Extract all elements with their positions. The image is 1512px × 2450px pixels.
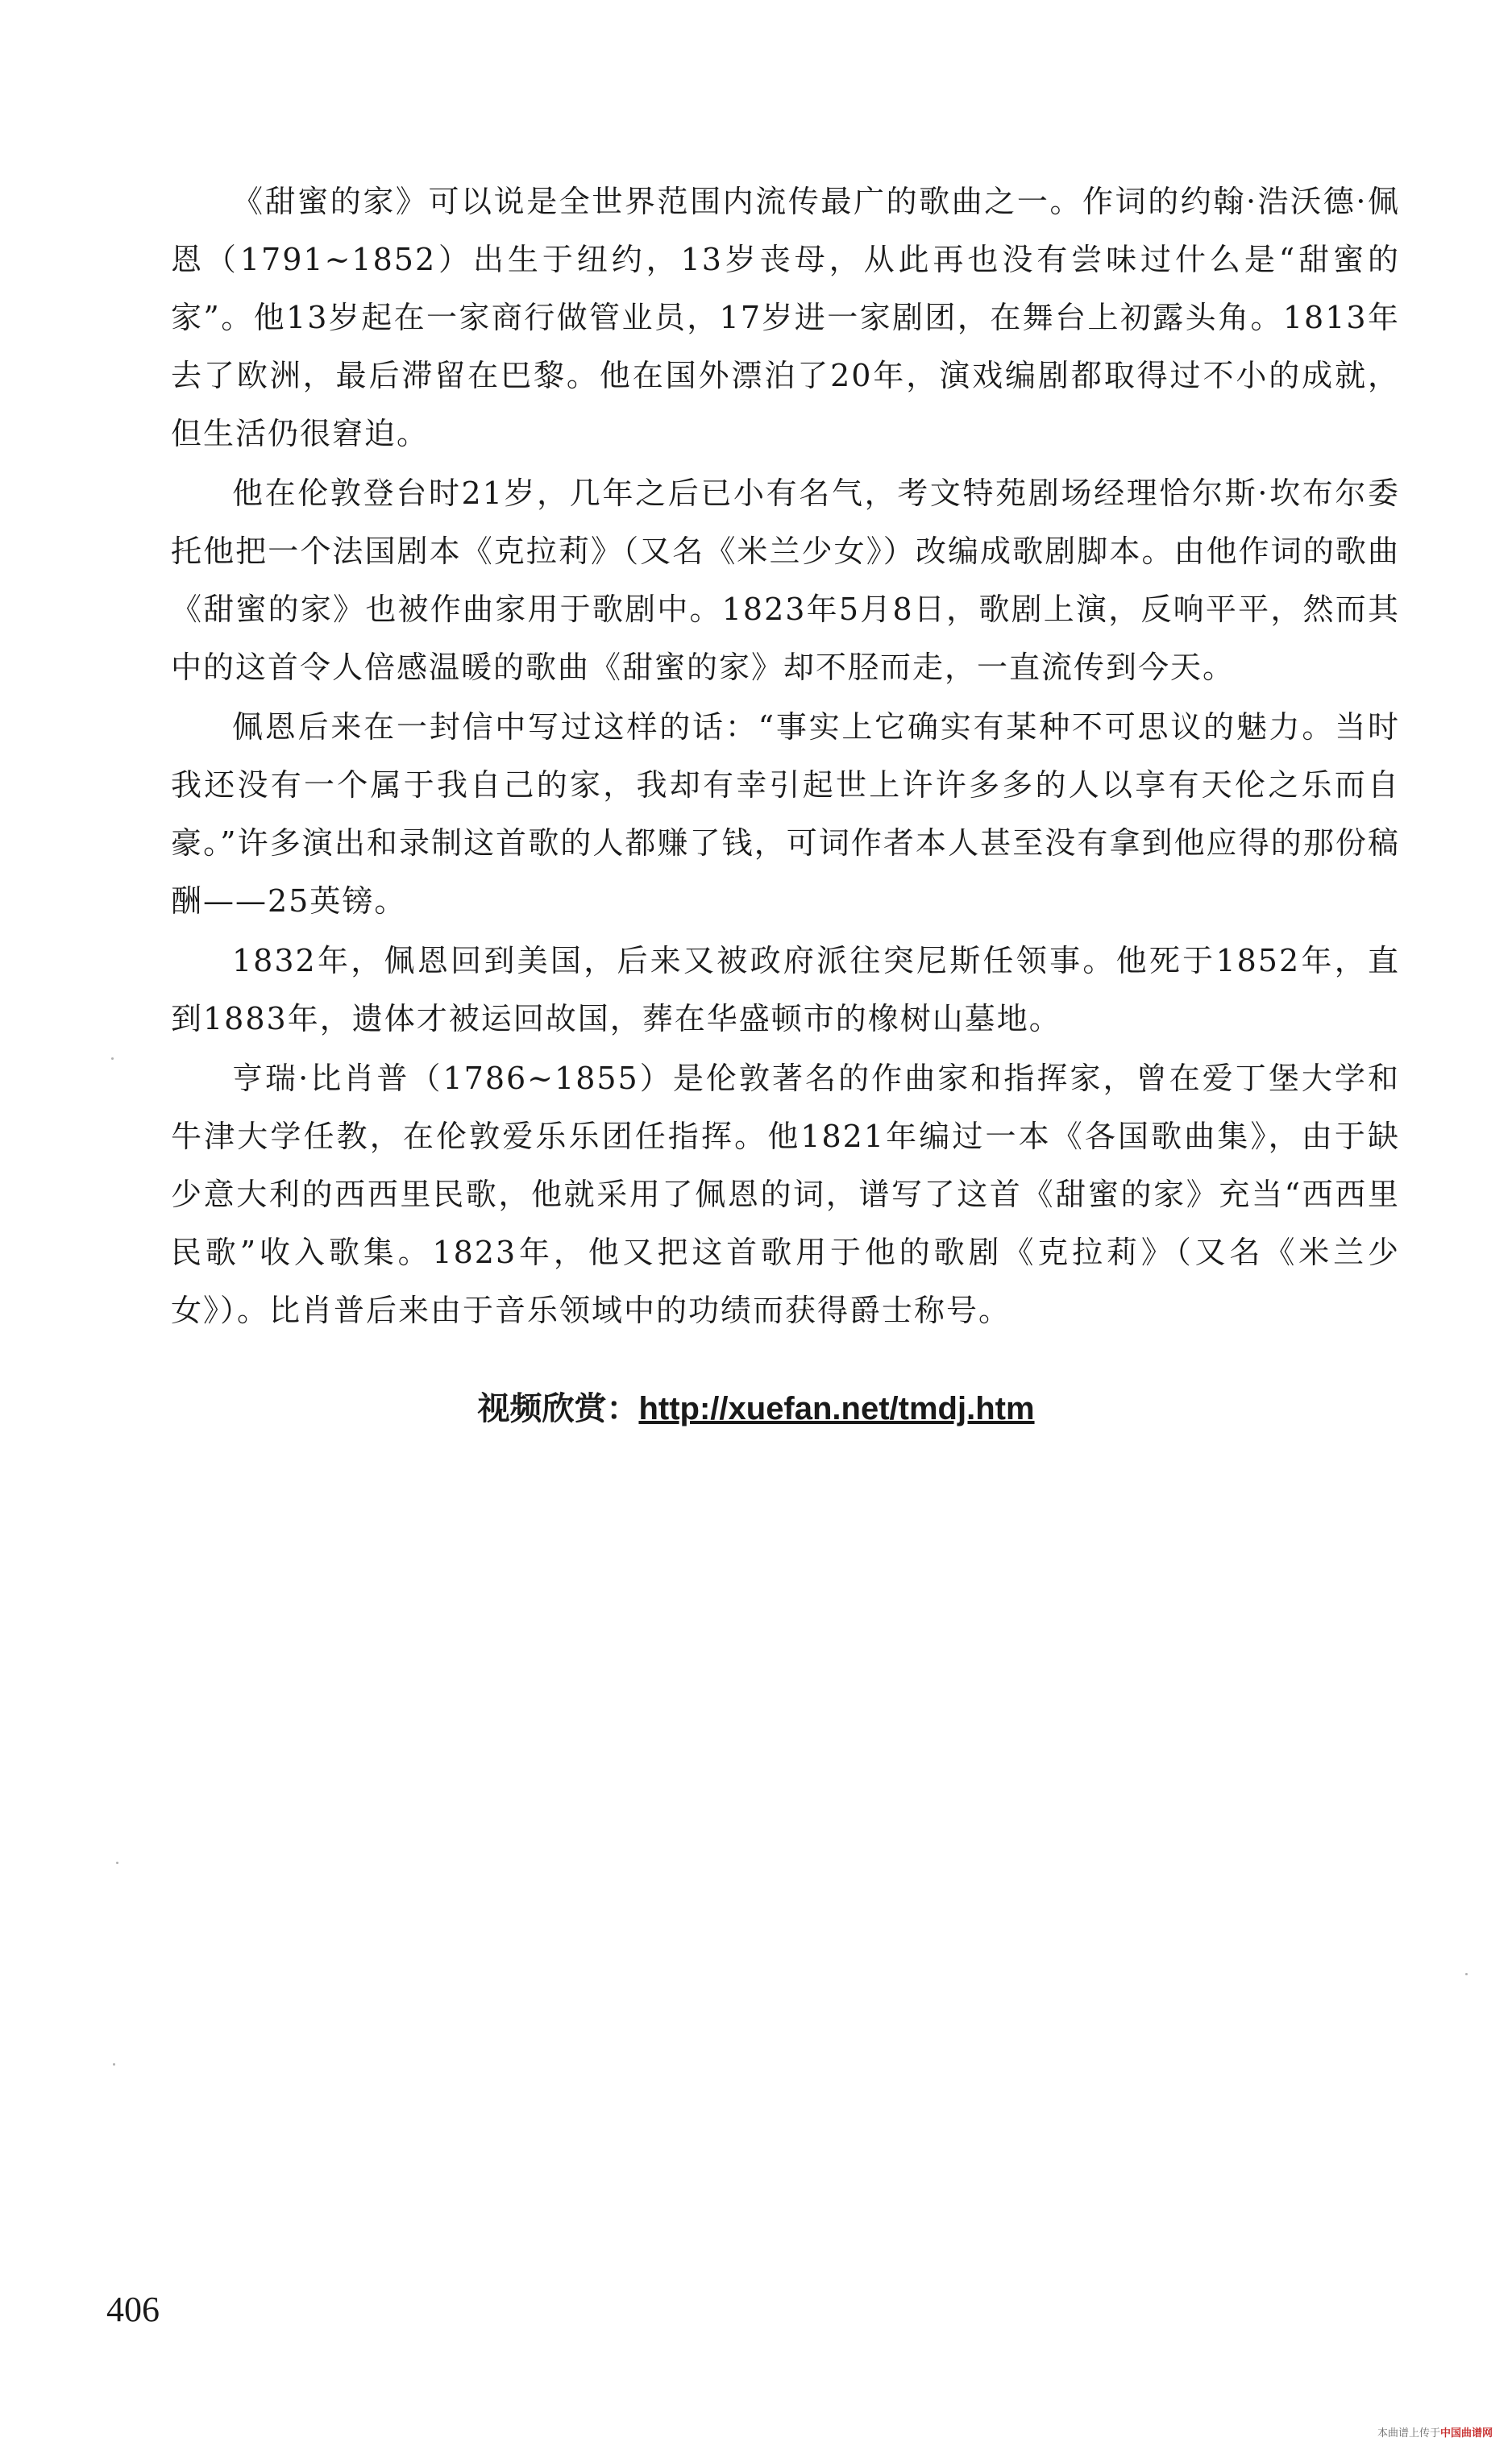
video-label: 视频欣赏： [477,1391,639,1426]
paragraph-1: 《甜蜜的家》可以说是全世界范围内流传最广的歌曲之一。作词的约翰·浩沃德·佩恩（1791~1852）出生于纽约，13岁丧母，从此再也没有尝味过什么是“甜蜜的家”。他13岁起在一家商行做管业员，17岁进一家剧团，在舞台上初露头角。1813年去了欧洲，最后滞留在巴黎。他在国外漂泊了20年，演戏编剧都取得过不小的成就，但生活仍很窘迫。 [171,184,1400,451]
footer-brand: 中国曲谱网 [1439,2427,1493,2440]
paragraph-4: 1832年，佩恩回到美国，后来又被政府派往突尼斯任领事。他死于1852年，直到1883年，遗体才被运回故国，葬在华盛顿市的橡树山墓地。 [171,943,1400,1036]
footer-watermark [1377,2427,1493,2440]
paragraph-2: 他在伦敦登台时21岁，几年之后已小有名气，考文特苑剧场经理恰尔斯·坎布尔委托他把一个法国剧本《克拉莉》（又名《米兰少女》）改编成歌剧脚本。由他作词的歌曲《甜蜜的家》也被作曲家用于歌剧中。1823年5月8日，歌剧上演，反响平平，然而其中的这首令人倍感温暖的歌曲《甜蜜的家》却不胫而走，一直流传到今天。 [171,475,1400,685]
paragraph-5: 亨瑞·比肖普（1786~1855）是伦敦著名的作曲家和指挥家，曾在爱丁堡大学和牛津大学任教，在伦敦爱乐乐团任指挥。他1821年编过一本《各国歌曲集》，由于缺少意大利的西西里民歌，他就采用了佩恩的词，谱写了这首《甜蜜的家》充当“西西里民歌”收入歌集。1823年，他又把这首歌用于他的歌剧《克拉莉》（又名《米兰少女》）。比肖普后来由于音乐领域中的功绩而获得爵士称号。 [171,1061,1400,1328]
scan-speck [116,1862,118,1864]
paragraph-3: 佩恩后来在一封信中写过这样的话：“事实上它确实有某种不可思议的魅力。当时我还没有一个属于我自己的家，我却有幸引起世上许许多多的人以享有天伦之乐而自豪。”许多演出和录制这首歌的人都赚了钱，可词作者本人甚至没有拿到他应得的那份稿酬——25英镑。 [171,709,1400,919]
page-number: 406 [106,2290,160,2329]
footer-text: 本曲谱上传于 [1377,2427,1440,2440]
scan-speck [111,1057,114,1060]
video-reference [0,1386,1512,1431]
scan-speck [113,2063,115,2066]
video-link[interactable]: http://xuefan.net/tmdj.htm [638,1391,1035,1426]
scan-speck [1465,1973,1468,1975]
article-body [171,172,1400,1339]
